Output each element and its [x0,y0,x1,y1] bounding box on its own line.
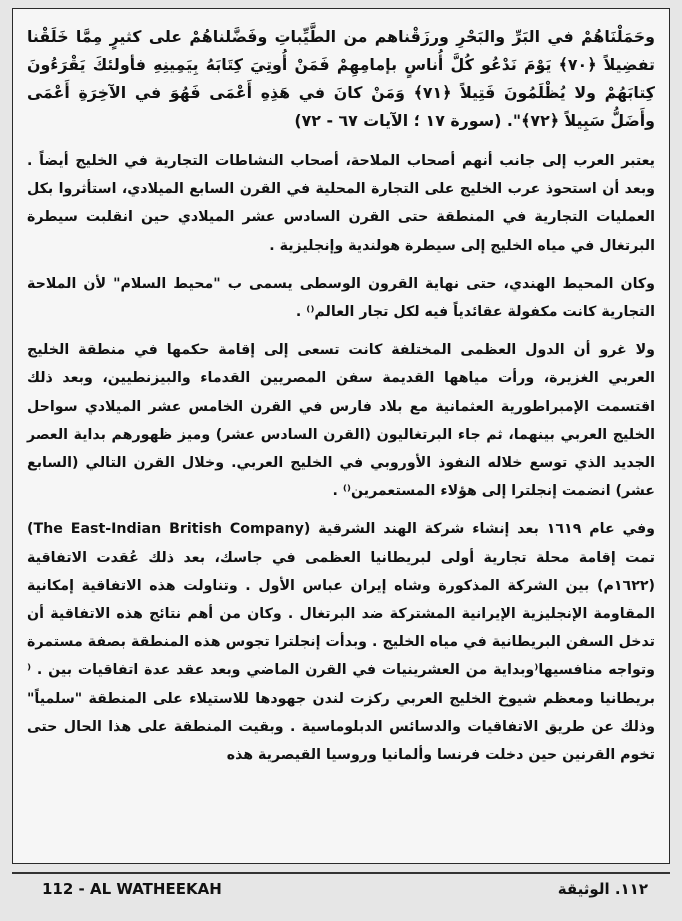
footer-page-label-en: 112 - AL WATHEEKAH [42,880,222,898]
page-footer [12,872,670,904]
paragraph-3: ولا غرو أن الدول العظمى المختلفة كانت تسعى إلى إقامة حكمها في منطقة الخليج العربي الغزيرة، ورأت مياهها القديمة سفن المصريين القدماء والبيزنطيين، وبعد ذلك اقتسمت الإمبراطورية العثمانية مع بلاد فارس في القرن الخامس عشر الميلادي سواحل الخليج العربي بينهما، ثم جاء البرتغاليون (القرن السادس عشر) وميز ظهورهم بداية العصر الجديد الذي توسع خلاله النفوذ الأوروبي في الخليج العربي. وخلال القرن التالي (السابع عشر) انضمت إنجلترا إلى هؤلاء المستعمرين⁽⁥⁾ . [27,342,655,500]
paragraph-1: يعتبر العرب إلى جانب أنهم أصحاب الملاحة، أصحاب النشاطات التجارية في الخليج أيضاً . وبعد أن استحوذ عرب الخليج على التجارة المحلية في القرن السابع الميلادي، استأثروا بكل العمليات التجارية في المنطقة حتى القرن السادس عشر الميلادي حين انقلبت سيطرة البرتغال في مياه الخليج إلى سيطرة هولندية وإنجليزية . [27,153,655,254]
paragraph-4: وفي عام ١٦١٩ بعد إنشاء شركة الهند الشرقية (The East-Indian British Company) تمت إقامة محلة تجارية أولى لبريطانيا العظمى في جاسك، بعد ذلك عُقدت الاتفاقية (١٦٢٢م) بين الشركة المذكورة وشاه إيران عباس الأول . وتناولت هذه الاتفاقية إمكانية المقاومة الإنجليزية الإيرانية المشتركة ضد البرتغال . وكان من أهم نتائج هذه الاتفاقية أن تدخل السفن البريطانية في مياه الخليج . وبدأت إنجلترا تجوس هذه المنطقة بصفة مستمرة وتواجه منافسيها⁽⁦⁾ . وبداية من العشرينيات في القرن الماضي وبعد عقد عدة اتفاقيات بين بريطانيا ومعظم شيوخ الخليج العربي ركزت لندن جهودها للاستيلاء على المنطقة "سلمياً" وذلك عن طريق الاتفاقيات والدسائس الدبلوماسية . وبقيت المنطقة على هذا الحال حتى تخوم القرنين حين دخلت فرنسا وألمانيا وروسيا القيصرية هذه [27,521,656,764]
footer-page-label-ar: ١١٢. الوثيقة [557,880,648,898]
page-frame [12,8,670,864]
quran-verse: وحَمَلْنَاهُمْ في البَرِّ والبَحْرِ ورزَقْناهم من الطَّيِّباتِ وفَضَّلناهُمْ على كثيرٍ مِمَّا خَلَقْنا تفضِيلاً ﴿٧٠﴾ يَوْمَ نَدْعُو كُلَّ أُناسٍ بإمامِهِمْ فَمَنْ أُوتِيَ كِتَابَهُ بِيَمِينِهِ فأولئكَ يَقْرَءُونَ كِتابَهُمْ ولا يُظْلَمُونَ فَتِيلاً ﴿٧١﴾ وَمَنْ كانَ في هَذِهِ أَعْمَى فَهُوَ في الآخِرَةِ أَعْمَى وأَضَلُّ سَبِيلاً ﴿٧٢﴾". (سورة ١٧ ؛ الآيات ٦٧ - ٧٢) [27,27,655,130]
article-body [27,23,655,853]
paragraph-2: وكان المحيط الهندي، حتى نهاية القرون الوسطى يسمى ب "محيط السلام" لأن الملاحة التجارية كانت مكفولة عقائدياً فيه لكل تجار العالم⁽⁤⁾ . [27,275,655,321]
